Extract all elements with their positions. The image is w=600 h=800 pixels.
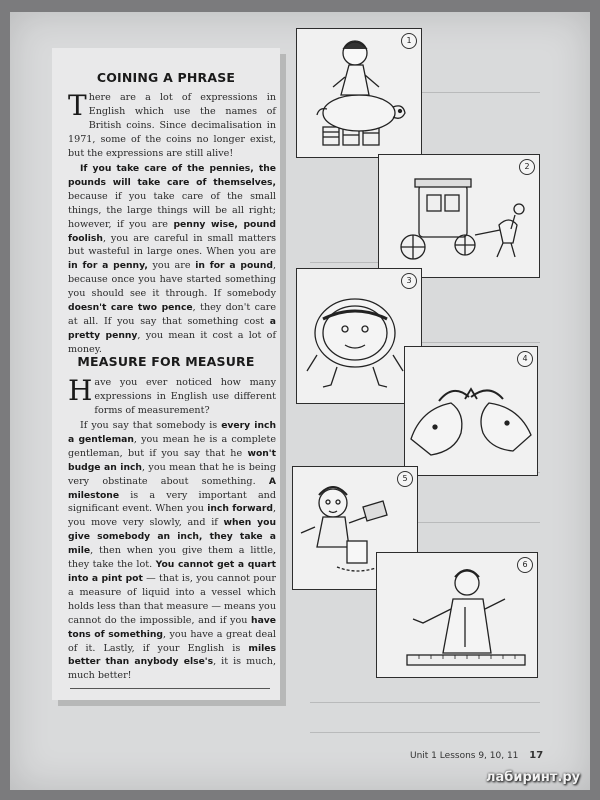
watermark-logo: лабиринт.ру — [486, 770, 581, 785]
heading-coining-a-phrase: COINING A PHRASE — [96, 70, 236, 85]
illustration-panel-4 — [404, 346, 538, 476]
answer-line — [70, 688, 270, 689]
panel-number-badge: 6 — [517, 557, 533, 573]
heading-measure-for-measure: MEASURE FOR MEASURE — [77, 354, 255, 369]
panel-number-badge: 1 — [401, 33, 417, 49]
page-number: 17 — [529, 750, 544, 761]
article-box — [52, 48, 280, 700]
drop-cap: T — [68, 89, 87, 122]
coin-character-illustration — [297, 269, 421, 403]
gentleman-ruler-illustration — [377, 553, 537, 677]
measure-intro-paragraph: Have you ever noticed how many expressions in English use different forms of measurement? — [68, 374, 276, 416]
butting-heads-illustration — [405, 347, 537, 475]
panel-number-badge: 3 — [401, 273, 417, 289]
panel-number-badge: 4 — [517, 351, 533, 367]
carriage-illustration — [379, 155, 539, 277]
panel-number-badge: 5 — [397, 471, 413, 487]
illustration-panel-2 — [378, 154, 540, 278]
illustration-panel-6 — [376, 552, 538, 678]
page-footer — [410, 750, 543, 761]
footer-lessons: Lessons 9, 10, 11 — [439, 751, 519, 761]
panel-number-badge: 2 — [519, 159, 535, 175]
background-rule — [310, 732, 540, 733]
coins-paragraph: If you take care of the pennies, the pounds will take care of themselves, because if you take care of the small things, the large things will be all right; however, if you are penny wise, pound foolish, you are careful in small matters but wasteful in large ones. When you are in for a penny, you are in for a pound, because once you have started something you should see it through. If somebody doesn't care two pence, they don't care at all. If you say that something cost a pretty penny, you mean it cost a lot of money. — [68, 163, 277, 355]
footer-unit: Unit 1 — [410, 751, 437, 761]
background-rule — [310, 702, 540, 703]
measure-paragraph: If you say that somebody is every inch a gentleman, you mean he is a complete gentleman, but if you say that he won't budge an inch, you mean that he is being very obstinate about something. A milestone is a very important and significant event. When you inch forward, you move very slowly, and if when you give somebody an inch, they take a mile, then when you give them a little, they take the lot. You cannot get a quart into a pint pot — that is, you cannot pour a measure of liquid into a vessel which holds less than that measure — means you cannot do the impossible, and if you have tons of something, you have a great deal of it. Lastly, if your English is miles better than anybody else's, it is much, much better! — [68, 420, 277, 682]
piggy-bank-illustration — [297, 29, 421, 157]
illustration-panel-1 — [296, 28, 422, 158]
drop-cap: H — [68, 374, 93, 407]
intro-paragraph: There are a lot of expressions in English which use the names of British coins. Since decimalisation in 1971, some of the coins no longer exist, but the expressions are still alive! — [68, 89, 276, 159]
